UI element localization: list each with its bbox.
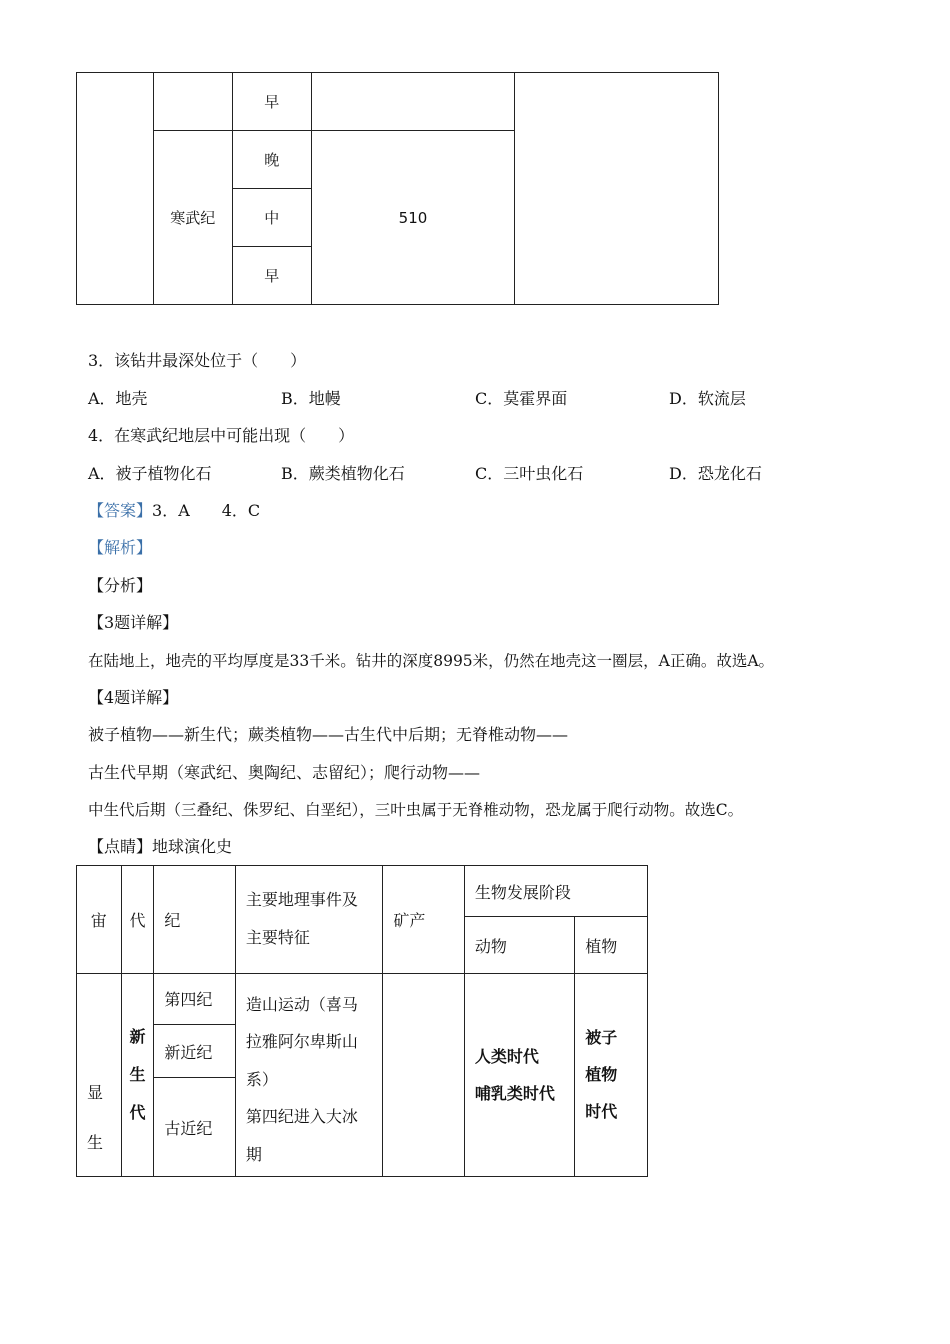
epoch-late-cell: 晚 xyxy=(232,131,311,189)
epoch-early-cell: 早 xyxy=(232,247,311,305)
plants-line: 被子 xyxy=(585,1028,618,1048)
events-line: 第四纪进入大冰 xyxy=(245,1107,358,1127)
eon-cell xyxy=(77,973,122,1176)
plants-cell xyxy=(575,973,648,1176)
blank-cell xyxy=(77,73,154,305)
header-events-line: 主要地理事件及 xyxy=(245,890,358,910)
header-bio-stage: 生物发展阶段 xyxy=(464,866,647,917)
q4-detail-label: 【4题详解】 xyxy=(88,688,179,707)
animals-line: 人类时代 xyxy=(474,1046,539,1066)
era-cell xyxy=(121,973,154,1176)
minerals-cell xyxy=(383,973,464,1176)
q4-option-b: B．蕨类植物化石 xyxy=(281,464,405,483)
era-char: 代 xyxy=(129,1102,146,1122)
q4-detail-line: 古生代早期（寒武纪、奥陶纪、志留纪）；爬行动物—— xyxy=(88,763,481,782)
header-events xyxy=(235,866,383,974)
header-animals: 动物 xyxy=(464,917,574,973)
events-line: 期 xyxy=(245,1144,262,1164)
header-era: 代 xyxy=(121,866,154,974)
epoch-early-cell: 早 xyxy=(232,73,311,131)
age-value-cell: 510 xyxy=(311,131,515,305)
tip-label: 【点睛】 xyxy=(88,837,153,856)
blank-cell xyxy=(515,73,719,305)
question-4-stem: 4．在寒武纪地层中可能出现（ ） xyxy=(88,426,355,445)
eon-char: 生 xyxy=(87,1133,104,1152)
answer-label: 【答案】 xyxy=(88,501,153,520)
header-eon: 宙 xyxy=(77,866,122,974)
period-cambrian-cell: 寒武纪 xyxy=(153,131,232,305)
period-quaternary: 第四纪 xyxy=(154,973,235,1024)
tip-line xyxy=(88,836,232,858)
q3-detail-label: 【3题详解】 xyxy=(88,613,179,632)
q3-option-c: C．莫霍界面 xyxy=(475,389,568,408)
tip-text: 地球演化史 xyxy=(152,837,233,856)
header-plants: 植物 xyxy=(575,917,648,973)
question-3-stem: 3．该钻井最深处位于（ ） xyxy=(88,351,307,370)
q3-option-b: B．地幔 xyxy=(281,389,341,408)
q4-option-d: D．恐龙化石 xyxy=(669,464,762,483)
q4-option-c: C．三叶虫化石 xyxy=(475,464,584,483)
animals-cell xyxy=(464,973,574,1176)
header-period: 纪 xyxy=(154,866,235,974)
blank-cell xyxy=(311,73,515,131)
answer-line xyxy=(88,500,260,522)
q4-detail-line: 中生代后期（三叠纪、侏罗纪、白垩纪），三叶虫属于无脊椎动物，恐龙属于爬行动物。故选C。 xyxy=(88,801,744,819)
animals-line: 哺乳类时代 xyxy=(474,1083,555,1103)
period-neogene: 新近纪 xyxy=(154,1025,235,1078)
events-line: 拉雅阿尔卑斯山 xyxy=(245,1032,358,1052)
eon-char: 显 xyxy=(87,1083,104,1102)
events-line: 系） xyxy=(245,1069,278,1089)
answer-text: 3．A 4．C xyxy=(152,501,261,520)
header-events-line: 主要特征 xyxy=(245,928,310,948)
analysis-label: 【解析】 xyxy=(88,538,153,557)
events-cell xyxy=(235,973,383,1176)
fenxi-label: 【分析】 xyxy=(88,576,153,595)
epoch-middle-cell: 中 xyxy=(232,189,311,247)
era-char: 新 xyxy=(129,1026,146,1046)
blank-cell xyxy=(153,73,232,131)
q3-option-a: A．地壳 xyxy=(88,389,148,408)
plants-line: 植物 xyxy=(585,1065,618,1085)
earth-history-table xyxy=(76,865,648,1177)
header-minerals: 矿产 xyxy=(383,866,464,974)
events-line: 造山运动（喜马 xyxy=(245,994,358,1014)
q3-option-d: D．软流层 xyxy=(669,389,746,408)
q4-option-a: A．被子植物化石 xyxy=(88,464,212,483)
period-paleogene: 古近纪 xyxy=(154,1078,235,1177)
q4-detail-line: 被子植物——新生代；蕨类植物——古生代中后期；无脊椎动物—— xyxy=(88,725,569,744)
era-char: 生 xyxy=(129,1064,146,1084)
plants-line: 时代 xyxy=(585,1102,618,1122)
q3-detail-text: 在陆地上，地壳的平均厚度是33千米。钻井的深度8995米，仍然在地壳这一圈层，A正确。故选A。 xyxy=(88,652,775,670)
geologic-table-top xyxy=(76,72,719,305)
